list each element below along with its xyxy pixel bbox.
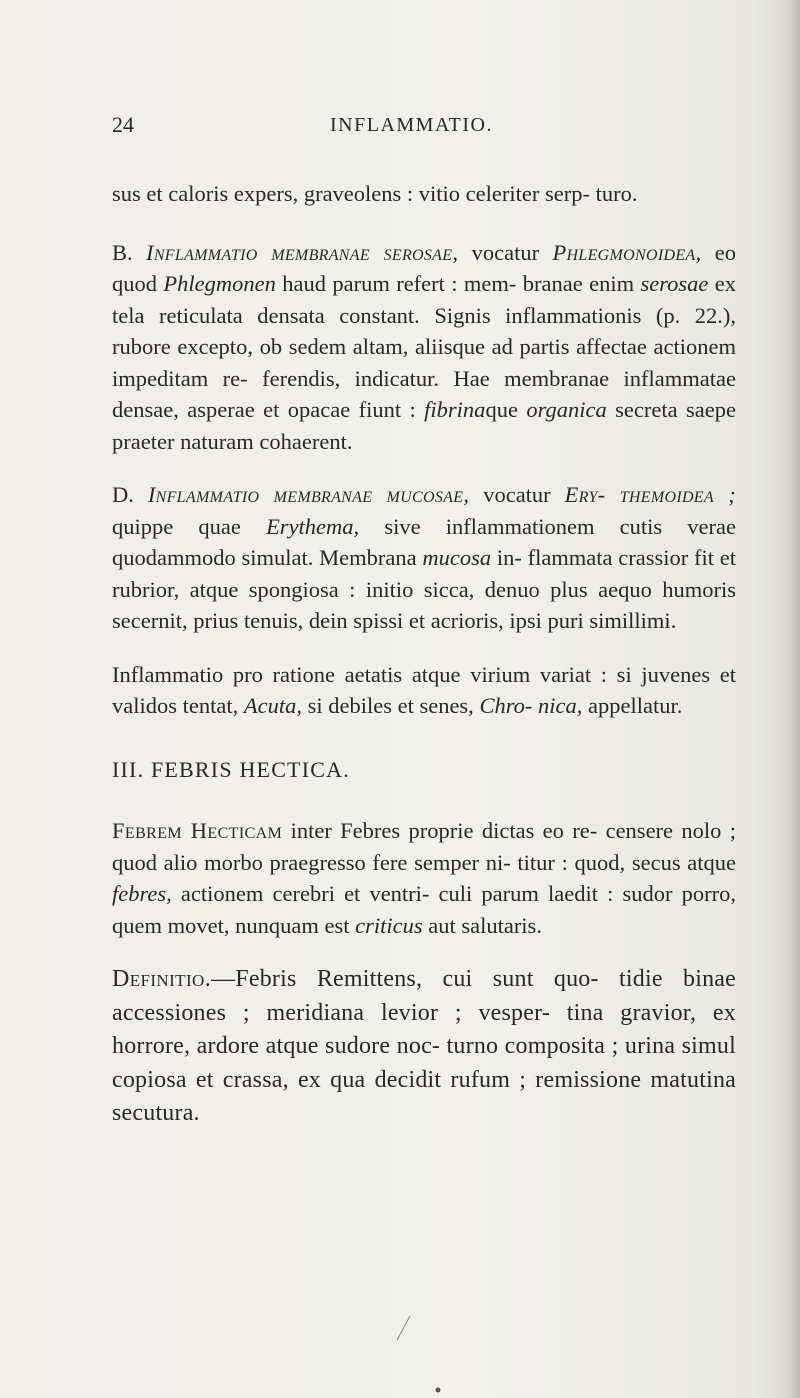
pencil-mark — [397, 1316, 410, 1340]
italic-chronica: Chro- nica, — [479, 693, 583, 718]
italic-erythema: Erythema, — [266, 513, 360, 539]
paragraph-label: D. — [112, 482, 134, 507]
text-run: actionem cerebri et ventri- culi parum laedit : sudor porro, quem movet, nunquam est — [112, 881, 736, 938]
text-run: vocatur — [469, 482, 565, 507]
section-heading: III. FEBRIS HECTICA. — [112, 756, 350, 782]
page-number: 24 — [112, 112, 134, 137]
text-run: secreta saepe praeter naturam cohaerent. — [112, 397, 736, 454]
paragraph-label: B. — [112, 239, 133, 265]
italic-serosae: serosae — [640, 271, 709, 296]
text-run: inter Febres proprie dictas eo re- censere nolo ; quod alio morbo praegresso fere semper ni- titur : quod, secus atque — [112, 818, 736, 875]
italic-phlegmonen: Phlegmonen — [163, 271, 276, 296]
text-run: sive inflammationem cutis verae quodammodo simulat. Membrana — [112, 513, 737, 570]
text-run: in- flammata crassior fit et rubrior, atque spongiosa : initio sicca, denuo plus aequo humoris secernit, prius tenuis, dein spissi et acrioris, ipsi puri simillimi. — [112, 545, 736, 633]
name-phlegmonoidea: Phlegmonoidea, — [552, 239, 702, 265]
text-run: aut salutaris. — [422, 912, 542, 938]
text-run: ex tela reticulata densata constant. Signis inflammationis (p. 22.), rubore excepto, ob sedem altam, aliisque ad partis affectae actionem impeditam re- ferendis, indicatur. Hae membranae inflammatae densae, asperae et opacae fiunt : — [112, 271, 737, 422]
running-head: INFLAMMATIO. — [330, 114, 493, 136]
text-run: quippe quae — [112, 513, 267, 539]
italic-acuta: Acuta, — [243, 693, 302, 718]
ink-speck — [436, 1388, 441, 1393]
paragraph-continuation: sus et caloris expers, graveolens : vitio celeriter serp- turo. — [112, 181, 638, 206]
term-mucosae: Inflammatio membranae mucosae, — [147, 482, 470, 507]
text-run: que — [485, 397, 527, 422]
italic-criticus: criticus — [355, 912, 423, 938]
text-run: eo quod — [112, 239, 737, 296]
text-run: vocatur — [458, 239, 553, 265]
text-run: —Febris Remittens, cui sunt quo- tidie binae accessiones ; meridiana levior ; vesper- tina gravior, ex horrore, ardore atque sudore noc- turno composita ; urina simul copiosa et crassa, ex qua decidit rufum ; remissione matutina secutura. — [112, 966, 736, 1126]
text-run: haud parum refert : mem- branae enim — [275, 271, 641, 296]
italic-mucosa: mucosa — [422, 545, 492, 570]
italic-febres: febres, — [112, 881, 172, 906]
text-run: si debiles et senes, — [301, 693, 480, 718]
term-serosae: Inflammatio membranae serosae, — [146, 239, 459, 265]
italic-fibrina: fibrina — [424, 397, 486, 422]
italic-organica: organica — [526, 397, 607, 422]
text-run: appellatur. — [582, 693, 683, 718]
text-run: Inflammatio pro ratione aetatis atque virium variat : si juvenes et validos tentat, — [112, 661, 736, 718]
lead-definitio: Definitio. — [112, 966, 212, 992]
name-erythemoidea: Ery- themoidea ; — [564, 482, 737, 507]
lead-febrem-hecticam: Febrem Hecticam — [112, 818, 283, 843]
